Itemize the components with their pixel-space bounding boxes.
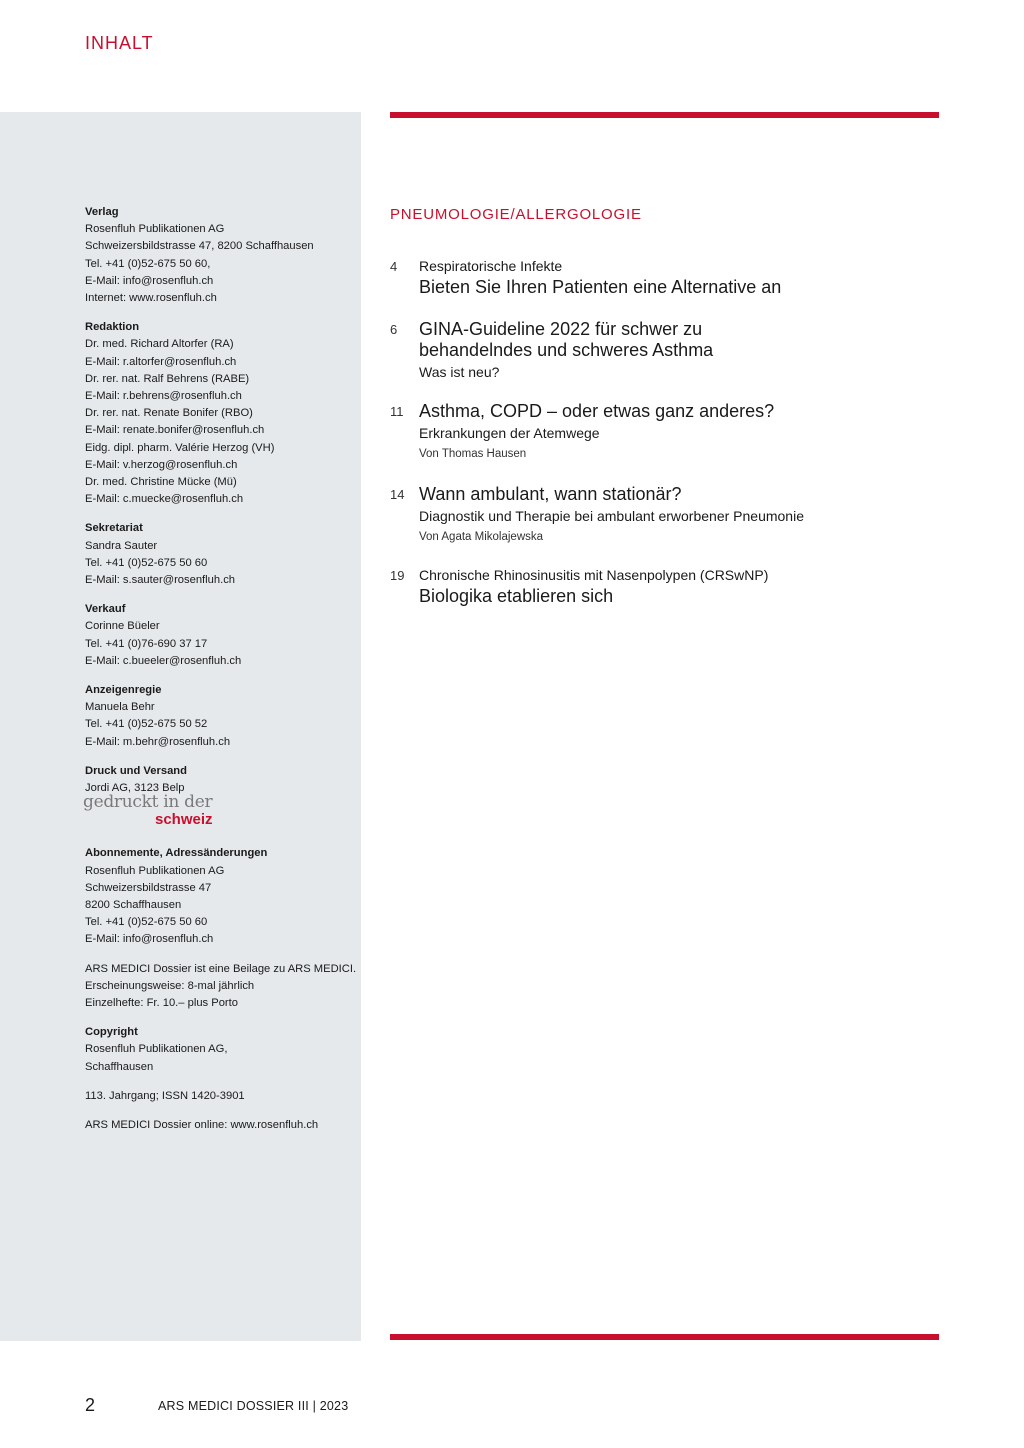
- imprint-line: Einzelhefte: Fr. 10.– plus Porto: [85, 996, 238, 1009]
- imprint-line: Tel. +41 (0)52-675 50 60: [85, 556, 208, 569]
- imprint-section-abonnemente: [85, 845, 355, 948]
- imprint-section-title: Redaktion: [85, 321, 140, 334]
- top-divider: [390, 112, 939, 118]
- imprint-section-jahrgang: [85, 1088, 355, 1105]
- imprint-line: E-Mail: c.muecke@rosenfluh.ch: [85, 493, 244, 506]
- imprint-line: E-Mail: c.bueeler@rosenfluh.ch: [85, 654, 242, 667]
- page-title: INHALT: [85, 33, 154, 53]
- imprint-line: Tel. +41 (0)76-690 37 17: [85, 637, 208, 650]
- imprint-section-verlag: [85, 204, 355, 307]
- imprint-line: Jordi AG, 3123 Belp: [85, 782, 185, 795]
- toc-kicker: Chronische Rhinosinusitis mit Nasenpolypen (CRSwNP): [419, 567, 769, 583]
- imprint-line: Rosenfluh Publikationen AG,: [85, 1043, 228, 1056]
- imprint-line: E-Mail: info@rosenfluh.ch: [85, 933, 214, 946]
- imprint: [85, 204, 355, 1146]
- imprint-line: Erscheinungsweise: 8-mal jährlich: [85, 979, 255, 992]
- imprint-line: E-Mail: s.sauter@rosenfluh.ch: [85, 574, 236, 587]
- toc-kicker: Respiratorische Infekte: [419, 258, 563, 274]
- imprint-line: Schaffhausen: [85, 1060, 154, 1073]
- imprint-section-verkauf: [85, 601, 355, 670]
- bottom-divider: [390, 1334, 939, 1340]
- imprint-line: Schweizersbildstrasse 47: [85, 881, 212, 894]
- toc-entry[interactable]: [390, 258, 979, 298]
- page-number: 2: [85, 1395, 96, 1415]
- imprint-section-sekretariat: [85, 520, 355, 589]
- imprint-line: Dr. rer. nat. Ralf Behrens (RABE): [85, 372, 250, 385]
- imprint-line: 8200 Schaffhausen: [85, 898, 182, 911]
- imprint-line: Tel. +41 (0)52-675 50 52: [85, 718, 208, 731]
- toc-entry[interactable]: [390, 401, 979, 462]
- imprint-line: Dr. rer. nat. Renate Bonifer (RBO): [85, 407, 253, 420]
- imprint-line: Rosenfluh Publikationen AG: [85, 864, 225, 877]
- imprint-line: ARS MEDICI Dossier ist eine Beilage zu ARS MEDICI.: [85, 962, 357, 975]
- toc-title: Bieten Sie Ihren Patienten eine Alternative an: [419, 277, 782, 297]
- imprint-section-title: Verkauf: [85, 603, 126, 616]
- toc-subtitle: Erkrankungen der Atemwege: [419, 425, 600, 441]
- imprint-line: Corinne Büeler: [85, 620, 160, 633]
- imprint-line: Tel. +41 (0)52-675 50 60,: [85, 257, 211, 270]
- imprint-line: ARS MEDICI Dossier online: www.rosenfluh.ch: [85, 1118, 319, 1131]
- toc-page-number: 19: [390, 568, 405, 583]
- toc-subtitle: Was ist neu?: [419, 364, 500, 380]
- publication-name: ARS MEDICI DOSSIER III | 2023: [158, 1399, 349, 1413]
- imprint-line: E-Mail: m.behr@rosenfluh.ch: [85, 735, 231, 748]
- imprint-section-title: Verlag: [85, 206, 119, 218]
- print-logo-line1: gedruckt in der: [83, 792, 213, 813]
- toc-title: GINA-Guideline 2022 für schwer zu behandelndes und schweres Asthma: [419, 319, 714, 360]
- imprint-section-title: Copyright: [85, 1026, 138, 1039]
- imprint-line: E-Mail: v.herzog@rosenfluh.ch: [85, 458, 238, 471]
- imprint-line: E-Mail: info@rosenfluh.ch: [85, 274, 214, 287]
- toc-entry[interactable]: [390, 484, 979, 545]
- imprint-section-title: Abonnemente, Adressänderungen: [85, 847, 268, 860]
- imprint-line: Internet: www.rosenfluh.ch: [85, 292, 217, 305]
- imprint-line: E-Mail: r.altorfer@rosenfluh.ch: [85, 355, 237, 368]
- toc-title: Asthma, COPD – oder etwas ganz anderes?: [419, 401, 775, 421]
- imprint-line: 113. Jahrgang; ISSN 1420-3901: [85, 1089, 245, 1102]
- imprint-line: E-Mail: r.behrens@rosenfluh.ch: [85, 390, 242, 403]
- imprint-line: E-Mail: renate.bonifer@rosenfluh.ch: [85, 424, 265, 437]
- imprint-line: Eidg. dipl. pharm. Valérie Herzog (VH): [85, 441, 275, 454]
- imprint-line: Manuela Behr: [85, 701, 155, 714]
- toc-page-number: 4: [390, 259, 398, 274]
- imprint-line: Schweizersbildstrasse 47, 8200 Schaffhausen: [85, 240, 314, 253]
- imprint-section-redaktion: [85, 319, 355, 508]
- toc-entry[interactable]: [390, 567, 979, 607]
- toc-section-heading: PNEUMOLOGIE/ALLERGOLOGIE: [390, 206, 642, 223]
- imprint-section-beilage: [85, 961, 355, 1013]
- toc-author: Von Agata Mikolajewska: [419, 531, 544, 543]
- toc-page-number: 6: [390, 322, 398, 337]
- imprint-line: Tel. +41 (0)52-675 50 60: [85, 916, 208, 929]
- toc-subtitle: Diagnostik und Therapie bei ambulant erworbener Pneumonie: [419, 508, 804, 524]
- print-logo-line2: schweiz: [155, 811, 213, 829]
- imprint-section-copyright: [85, 1024, 355, 1076]
- imprint-section-anzeigenregie: [85, 682, 355, 751]
- imprint-line: Rosenfluh Publikationen AG: [85, 223, 225, 236]
- imprint-section-title: Anzeigenregie: [85, 684, 162, 697]
- imprint-section-title: Sekretariat: [85, 522, 143, 535]
- imprint-line: Dr. med. Christine Mücke (Mü): [85, 476, 237, 489]
- imprint-line: Sandra Sauter: [85, 539, 158, 552]
- toc-entry[interactable]: [390, 319, 979, 381]
- imprint-section-online: [85, 1117, 355, 1134]
- toc-title: Wann ambulant, wann stationär?: [419, 484, 682, 504]
- imprint-line: Dr. med. Richard Altorfer (RA): [85, 338, 234, 351]
- printed-in-switzerland-logo: [83, 792, 223, 831]
- toc-author: Von Thomas Hausen: [419, 448, 527, 460]
- imprint-section-title: Druck und Versand: [85, 764, 187, 777]
- toc-page-number: 11: [390, 404, 404, 419]
- toc-title: Biologika etablieren sich: [419, 586, 614, 606]
- toc-page-number: 14: [390, 487, 405, 502]
